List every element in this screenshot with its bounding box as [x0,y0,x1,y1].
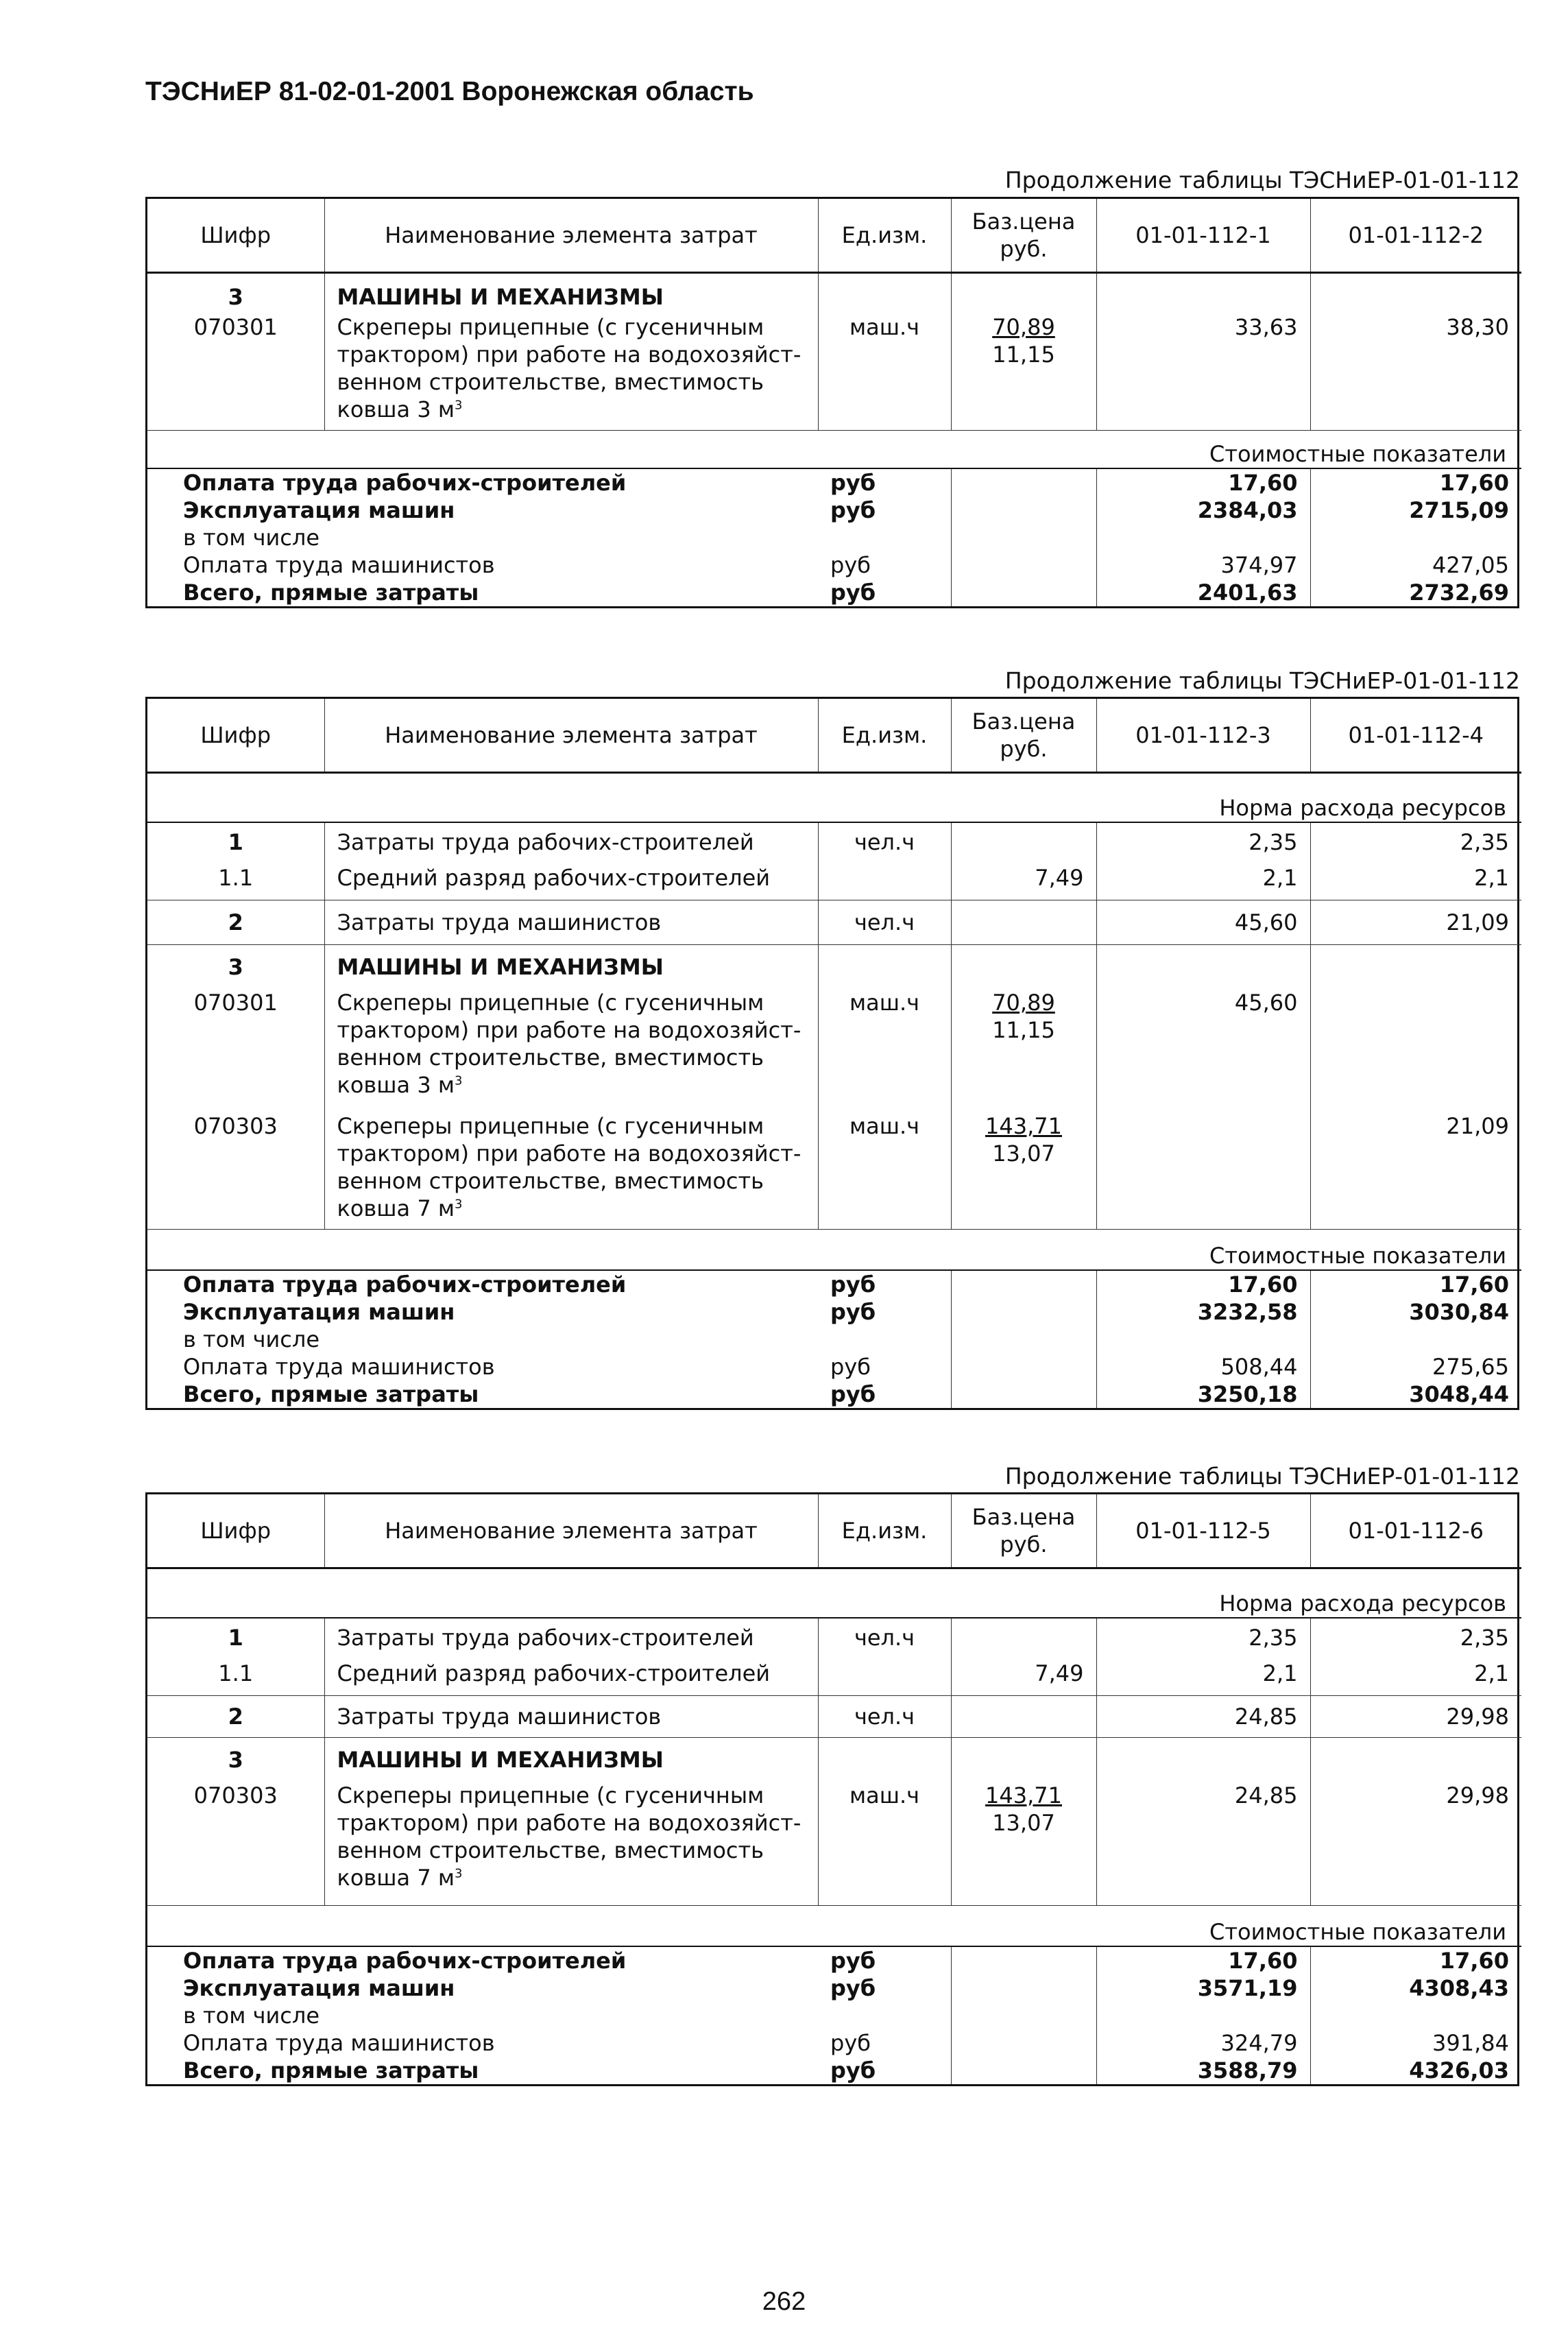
table-cell: 45,60 [1096,900,1310,945]
cell-text: 13,07 [992,1140,1055,1167]
cell-text: 143,71 [985,1113,1062,1139]
table-cell: 24,85 [1096,1696,1310,1738]
table-row [147,1738,1521,1774]
table-cell: Эксплуатация машин [183,1299,455,1325]
base-price [951,311,1096,431]
empty-cell [951,1112,1096,1230]
table-cell: руб [818,1298,951,1326]
table-cell: 2,35 [1096,822,1310,856]
table-header [147,699,1521,773]
empty-cell [1096,1326,1310,1353]
table-row [147,2029,1521,2057]
rates-table-3 [145,1492,1519,2086]
empty-cell [818,1651,951,1696]
table-cell: Наименование элемента затрат [324,699,818,773]
table-cell: руб [818,579,951,606]
table-cell: 3 [147,1738,324,1774]
table-cell: 2 [147,900,324,945]
empty-cell [818,856,951,900]
empty-cell [324,1773,818,1906]
table-cell: 1.1 [147,1651,324,1696]
table-cell: руб [818,497,951,524]
empty-cell [1096,2002,1310,2029]
resource-name [324,311,818,431]
table-cell: руб [818,1946,951,1974]
table-row [147,551,1521,579]
empty-cell [818,273,951,311]
table-row [147,1773,1521,1906]
table-caption: Продолжение таблицы ТЭСНиЕР-01-01-112 [1004,167,1520,193]
table-cell: Затраты труда рабочих-строителей [324,822,818,856]
table-cell: 01-01-112-6 [1310,1494,1521,1568]
table-cell: 070301 [147,981,324,1112]
table-cell [1096,1112,1310,1230]
empty-cell [1096,945,1310,981]
table-cell: руб [818,1270,951,1298]
row-number: 3 [147,273,324,311]
table-row [147,311,1521,431]
table-cell: Всего, прямые затраты [183,2057,479,2083]
page-number: 262 [762,2287,806,2316]
table-cell: 3 [147,945,324,981]
table-cell: 070303 [147,1773,324,1906]
empty-cell [1310,1738,1521,1774]
table-cell: 2,1 [1096,856,1310,900]
empty-cell [951,579,1096,606]
table-cell: 01-01-112-3 [1096,699,1310,773]
table-row [147,1326,1521,1353]
table-cell: 1.1 [147,856,324,900]
table-cell: 29,98 [1446,1782,1509,1808]
table-cell: 1 [147,1618,324,1651]
table-cell: 17,60 [1439,1271,1509,1298]
superscript: 3 [455,1197,463,1212]
table-cell: в том числе [183,525,319,551]
table-cell [1310,981,1521,1112]
table-cell: 2384,03 [1096,497,1310,524]
unit: маш.ч [818,311,951,431]
table-cell: Затраты труда машинистов [324,900,818,945]
table-cell: руб [818,1974,951,2002]
table-cell: Ед.изм. [818,699,951,773]
empty-cell [1310,524,1521,551]
superscript: 3 [455,398,463,413]
empty-cell [951,468,1096,497]
table-cell: чел.ч [818,900,951,945]
table-row [147,1696,1521,1738]
table-cell: 2,35 [1460,829,1509,855]
table-cell: Норма расхода ресурсов [147,773,1521,823]
cell-text: 13,07 [992,1810,1055,1836]
table-row [147,822,1521,856]
table-cell: 2 [147,1696,324,1738]
empty-cell [951,1381,1096,1408]
empty-cell [818,524,951,551]
table-cell: 2,35 [1096,1618,1310,1651]
table-cell: Эксплуатация машин [183,1975,455,2001]
empty-cell [951,981,1096,1112]
table-cell: 17,60 [1096,1270,1310,1298]
table-cell: Оплата труда машинистов [183,2030,495,2056]
empty-cell [951,1696,1096,1738]
col-unit-header: Ед.изм. [818,199,951,273]
norm-subheader [147,773,1521,823]
table-cell: Средний разряд рабочих-строителей [324,856,818,900]
table-cell: 2,1 [1474,865,1509,891]
empty-cell [1096,1738,1310,1774]
table-cell: Средний разряд рабочих-строителей [324,1651,818,1696]
empty-cell [951,2002,1096,2029]
table-cell: Шифр [147,699,324,773]
table-cell: 2,1 [1474,1660,1509,1686]
table-cell: МАШИНЫ И МЕХАНИЗМЫ [324,1738,818,1774]
norm-subheader [147,1568,1521,1619]
page-title: ТЭСНиЕР 81-02-01-2001 Воронежская область [145,77,754,106]
empty-cell [818,1326,951,1353]
table-cell: Стоимостные показатели [147,431,1521,469]
cell-text: 11,15 [992,1017,1055,1043]
table-cell: Наименование элемента затрат [324,1494,818,1568]
empty-cell [951,524,1096,551]
table-row [147,1112,1521,1230]
rates-table-2 [145,697,1519,1410]
table-cell: руб [818,551,951,579]
table-row [147,945,1521,981]
table-row [147,579,1521,606]
table-cell: Баз.цена руб. [951,699,1096,773]
table-cell: руб [818,2057,951,2084]
empty-cell [324,981,818,1112]
table-cell: Норма расхода ресурсов [147,1568,1521,1619]
empty-cell [951,1270,1096,1298]
table-cell: Оплата труда машинистов [183,1354,495,1380]
table-cell: маш.ч [818,981,951,1112]
table-cell: 2,35 [1460,1625,1509,1651]
table-row [147,1270,1521,1298]
empty-cell [818,2002,951,2029]
table-cell: 070303 [147,1112,324,1230]
table-row [147,524,1521,551]
empty-cell [1310,945,1521,981]
table-cell: 324,79 [1096,2029,1310,2057]
empty-cell [951,1326,1096,1353]
table-cell: 4326,03 [1409,2057,1509,2083]
table-cell: 17,60 [1096,1946,1310,1974]
table-cell: 3571,19 [1096,1974,1310,2002]
value-b: 38,30 [1446,314,1509,340]
cell-text: Скреперы прицепные (с гусеничным трактором) при работе на водохозяйст-венном строительстве, вместимость ковша 3 м [337,990,801,1098]
table-cell: руб [818,468,951,497]
col-b-header: 01-01-112-2 [1310,199,1521,273]
empty-cell [324,1112,818,1230]
empty-cell [951,497,1096,524]
table-caption: Продолжение таблицы ТЭСНиЕР-01-01-112 [1004,667,1520,694]
empty-cell [951,1946,1096,1974]
table-cell: 01-01-112-4 [1310,699,1521,773]
col-code-header: Шифр [147,199,324,273]
table-cell: Оплата труда рабочих-строителей [183,470,627,496]
col-price-header: Баз.цена руб. [951,199,1096,273]
cost-subheader [147,1906,1521,1947]
table-cell: 4308,43 [1409,1975,1509,2001]
table-cell: маш.ч [818,1112,951,1230]
empty-cell [951,1618,1096,1651]
table-cell: руб [818,1353,951,1381]
table-cell: в том числе [183,1326,319,1352]
empty-cell [1310,2002,1521,2029]
table-cell: 3232,58 [1096,1298,1310,1326]
table-cell: Эксплуатация машин [183,497,455,523]
table-caption: Продолжение таблицы ТЭСНиЕР-01-01-112 [1004,1463,1520,1490]
table-cell: Стоимостные показатели [147,1230,1521,1271]
empty-cell [951,1738,1096,1774]
cell-text: Скреперы прицепные (с гусеничным трактором) при работе на водохозяйст-венном строительстве, вместимость ковша 7 м [337,1113,801,1221]
empty-cell [951,1773,1096,1906]
section-machines: МАШИНЫ И МЕХАНИЗМЫ [324,273,818,311]
col-a-header: 01-01-112-1 [1096,199,1310,273]
table-cell: Баз.цена руб. [951,1494,1096,1568]
table-cell: Всего, прямые затраты [183,1381,479,1407]
table-cell: маш.ч [818,1773,951,1906]
table-row [147,981,1521,1112]
table-row [147,1298,1521,1326]
table-cell: 2715,09 [1409,497,1509,523]
table-row [147,1381,1521,1408]
table-cell: 3030,84 [1409,1299,1509,1325]
table-cell: Всего, прямые затраты [183,580,479,606]
table-row [147,900,1521,945]
table-cell: Стоимостные показатели [147,1906,1521,1947]
cell-text: 143,71 [985,1782,1062,1808]
col-name-header: Наименование элемента затрат [324,199,818,273]
table-cell: 01-01-112-5 [1096,1494,1310,1568]
table-cell: Шифр [147,1494,324,1568]
superscript: 3 [455,1866,463,1881]
table-cell: 29,98 [1310,1696,1521,1738]
table-row [147,1946,1521,1974]
table-cell: 3588,79 [1096,2057,1310,2084]
table-row [147,2002,1521,2029]
table-row [147,1618,1521,1651]
table-cell: 2732,69 [1409,580,1509,606]
table-cell: Оплата труда рабочих-строителей [183,1948,627,1974]
empty-cell [951,273,1096,311]
empty-cell [951,1974,1096,2002]
table-row [147,1651,1521,1696]
table-cell: руб [818,2029,951,2057]
table-header [147,199,1521,273]
table-cell: 24,85 [1096,1773,1310,1906]
table-cell: 391,84 [1432,2030,1509,2056]
table-cell: 7,49 [951,856,1096,900]
table-cell: Оплата труда машинистов [183,552,495,578]
table-cell: в том числе [183,2003,319,2029]
empty-cell [951,900,1096,945]
empty-cell [951,822,1096,856]
table-cell: 427,05 [1432,552,1509,578]
table-row [147,1974,1521,2002]
table-cell: 374,97 [1096,551,1310,579]
table-cell: МАШИНЫ И МЕХАНИЗМЫ [324,945,818,981]
empty-cell [951,1298,1096,1326]
empty-cell [1310,273,1521,311]
empty-cell [818,945,951,981]
table-cell: 508,44 [1096,1353,1310,1381]
superscript: 3 [455,1073,463,1088]
table-cell: 3048,44 [1409,1381,1509,1407]
cost-subheader [147,431,1521,469]
empty-cell [951,2057,1096,2084]
table-cell: 17,60 [1439,1948,1509,1974]
table-cell: 7,49 [951,1651,1096,1696]
table-row [147,2057,1521,2084]
cell-text: 11,15 [992,342,1055,368]
table-cell: 275,65 [1432,1354,1509,1380]
table-cell: 2401,63 [1096,579,1310,606]
cell-text: 70,89 [992,314,1055,340]
table-cell: 45,60 [1096,981,1310,1112]
table-cell: чел.ч [818,1696,951,1738]
resource-code: 070301 [147,311,324,431]
table-cell: 3250,18 [1096,1381,1310,1408]
table-cell: 2,1 [1096,1651,1310,1696]
table-cell: 17,60 [1096,468,1310,497]
table-header [147,1494,1521,1568]
table-row [147,497,1521,524]
table-row [147,856,1521,900]
empty-cell [1310,1326,1521,1353]
cell-text: Скреперы прицепные (с гусеничным трактором) при работе на водохозяйст-венном строительстве, вместимость ковша 3 м [337,314,801,422]
empty-cell [1096,524,1310,551]
cell-text: 70,89 [992,990,1055,1016]
table-cell: 21,09 [1310,900,1521,945]
table-cell: Затраты труда машинистов [324,1696,818,1738]
table-row [147,273,1521,311]
table-cell: 17,60 [1439,470,1509,496]
table-cell: чел.ч [818,1618,951,1651]
empty-cell [951,945,1096,981]
table-cell: Затраты труда рабочих-строителей [324,1618,818,1651]
table-row [147,468,1521,497]
rates-table-1 [145,197,1519,608]
empty-cell [951,1353,1096,1381]
cost-subheader [147,1230,1521,1271]
table-cell: руб [818,1381,951,1408]
value-a: 33,63 [1096,311,1310,431]
table-row [147,1353,1521,1381]
table-cell: 1 [147,822,324,856]
empty-cell [951,2029,1096,2057]
cell-text: Скреперы прицепные (с гусеничным трактором) при работе на водохозяйст-венном строительстве, вместимость ковша 7 м [337,1782,801,1891]
table-cell: чел.ч [818,822,951,856]
table-cell: 21,09 [1446,1113,1509,1139]
empty-cell [951,551,1096,579]
table-cell: Оплата труда рабочих-строителей [183,1271,627,1298]
empty-cell [818,1738,951,1774]
table-cell: Ед.изм. [818,1494,951,1568]
empty-cell [1096,273,1310,311]
